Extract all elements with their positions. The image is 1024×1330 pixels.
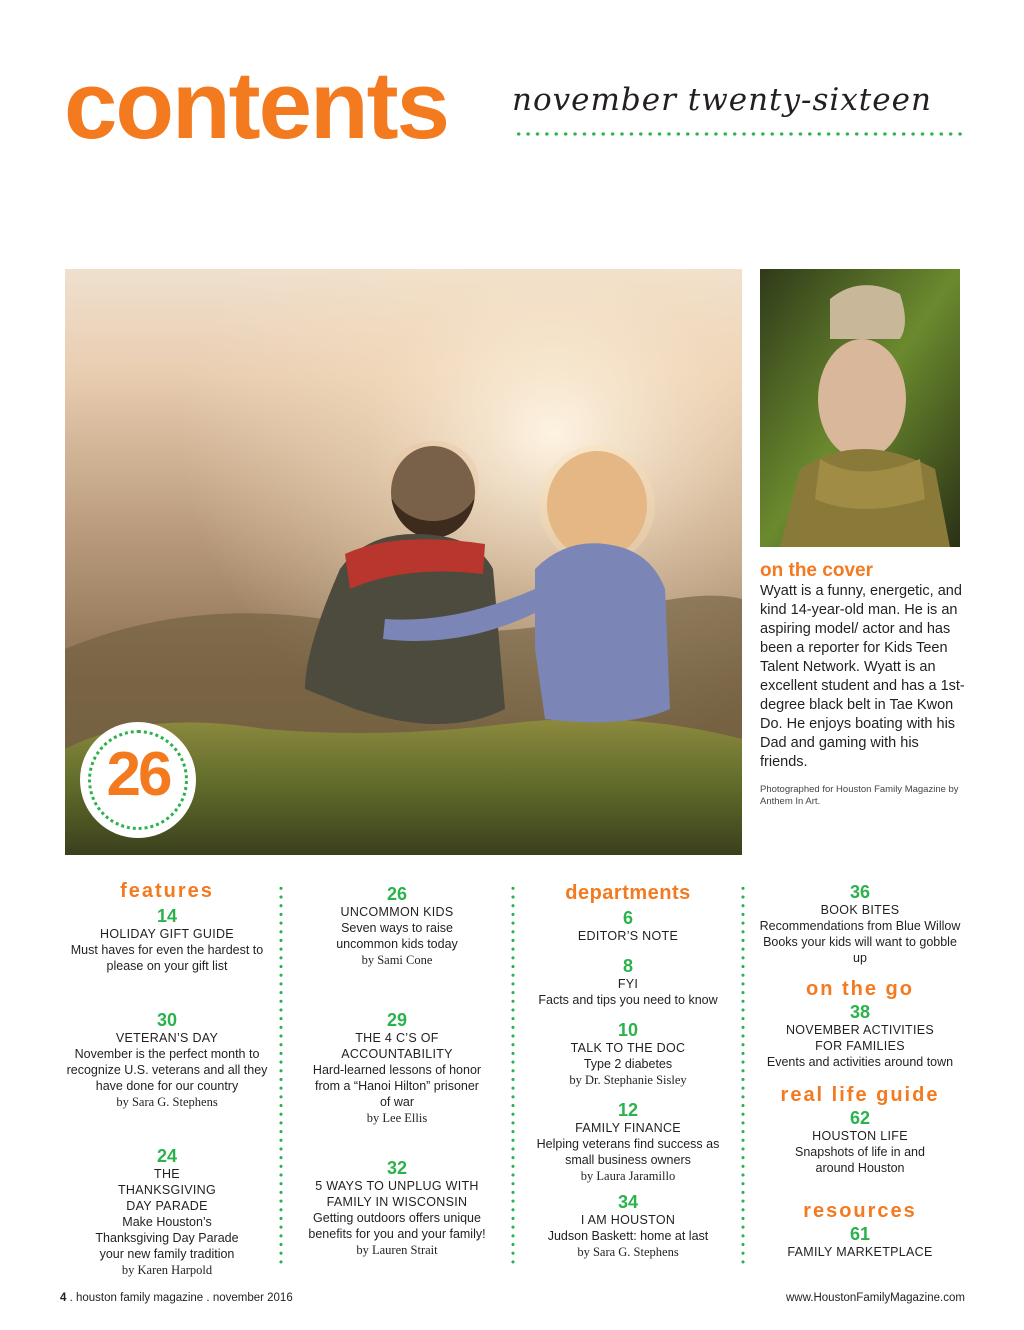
entry-page: 8 <box>622 956 633 976</box>
entry-title: 5 WAYS TO UNPLUG WITH FAMILY IN WISCONSIN <box>315 1179 479 1209</box>
column-divider <box>511 884 515 1268</box>
footer-url[interactable]: www.HoustonFamilyMagazine.com <box>786 1292 965 1304</box>
cover-description: Wyatt is a funny, energetic, and kind 14-year-old man. He is an aspiring model/ actor and has been a reporter for Kids Teen Talent Network. Wyatt is an excellent student and has a 1st-degree black belt in Tae Kwon Do. He enjoys boating with his Dad and gaming with his friends. <box>760 583 965 770</box>
entry-desc: Hard-learned lessons of honor from a “Hanoi Hilton” prisoner of war <box>312 1063 482 1109</box>
section-heading-real-life-guide: real life guide <box>780 1084 940 1106</box>
entry-title: THE THANKSGIVING DAY PARADE <box>117 1167 217 1213</box>
entry-page: 34 <box>617 1192 639 1212</box>
entry-desc: Helping veterans find success as small business owners <box>536 1137 720 1167</box>
entry-title: FYI <box>617 977 639 991</box>
entry-title: UNCOMMON KIDS <box>340 905 454 919</box>
footer-folio: 4 . houston family magazine . november 2016 <box>60 1292 293 1304</box>
entry-byline: by Sara G. Stephens <box>577 1245 679 1259</box>
toc-entry[interactable] <box>528 1100 728 1184</box>
entry-desc: Snapshots of life in and around Houston <box>795 1145 925 1175</box>
column-divider <box>741 884 745 1268</box>
toc-entry[interactable] <box>528 908 728 944</box>
entry-title: THE 4 C’S OF ACCOUNTABILITY <box>341 1031 453 1061</box>
entry-page: 12 <box>617 1100 639 1120</box>
entry-desc: Getting outdoors offers unique benefits for you and your family! <box>308 1211 486 1241</box>
section-heading-resources: resources <box>803 1200 917 1222</box>
toc-entry[interactable] <box>759 882 961 966</box>
entry-page: 6 <box>622 908 633 928</box>
entry-title: FAMILY MARKETPLACE <box>787 1245 933 1259</box>
entry-page: 32 <box>386 1158 408 1178</box>
entry-desc: Recommendations from Blue Willow Books your kids will want to gobble up <box>759 919 961 965</box>
entry-desc: Facts and tips you need to know <box>538 993 718 1007</box>
entry-title: I AM HOUSTON <box>580 1213 676 1227</box>
entry-title: TALK TO THE DOC <box>570 1041 686 1055</box>
entry-desc: Make Houston’s Thanksgiving Day Parade your new family tradition <box>95 1215 239 1261</box>
toc-entry[interactable] <box>528 956 728 1008</box>
entry-byline: by Lauren Strait <box>356 1243 438 1257</box>
toc-entry[interactable] <box>528 1192 728 1260</box>
footer-issue: november 2016 <box>212 1292 293 1304</box>
entry-desc: November is the perfect month to recognize U.S. veterans and all they have done for our country <box>66 1047 268 1093</box>
entry-desc: Type 2 diabetes <box>583 1057 673 1071</box>
cover-photo-wyatt <box>760 269 960 547</box>
toc-entry[interactable] <box>297 1010 497 1126</box>
toc-entry[interactable] <box>759 1224 961 1260</box>
entry-page: 30 <box>156 1010 178 1030</box>
entry-title: EDITOR’S NOTE <box>577 929 679 943</box>
entry-byline: by Sami Cone <box>361 953 433 967</box>
toc-entry[interactable] <box>297 1158 497 1258</box>
cover-photo-credit: Photographed for Houston Family Magazine by Anthem In Art. <box>760 784 959 807</box>
entry-title: HOLIDAY GIFT GUIDE <box>100 927 234 941</box>
entry-page: 36 <box>849 882 871 902</box>
entry-page: 24 <box>156 1146 178 1166</box>
header-dotted-rule <box>514 131 964 137</box>
badge-page-number: 26 <box>106 740 170 809</box>
footer-magazine: houston family magazine <box>76 1292 204 1304</box>
entry-page: 26 <box>386 884 408 904</box>
entry-byline: by Dr. Stephanie Sisley <box>569 1073 687 1087</box>
section-heading-on-the-go: on the go <box>806 978 914 1000</box>
toc-entry[interactable] <box>759 1002 961 1070</box>
entry-desc: Judson Baskett: home at last <box>547 1229 709 1243</box>
entry-title: FAMILY FINANCE <box>575 1121 681 1135</box>
entry-title: VETERAN’S DAY <box>115 1031 219 1045</box>
entry-title: NOVEMBER ACTIVITIES FOR FAMILIES <box>785 1023 935 1053</box>
toc-entry[interactable] <box>297 884 497 968</box>
entry-desc: Events and activities around town <box>766 1055 954 1069</box>
entry-title: HOUSTON LIFE <box>812 1129 908 1143</box>
toc-entry[interactable] <box>528 1020 728 1088</box>
entry-byline: by Laura Jaramillo <box>580 1169 676 1183</box>
entry-byline: by Lee Ellis <box>366 1111 428 1125</box>
toc-entry[interactable] <box>66 1146 268 1278</box>
entry-desc: Seven ways to raise uncommon kids today <box>336 921 458 951</box>
entry-page: 29 <box>386 1010 408 1030</box>
entry-page: 61 <box>849 1224 871 1244</box>
issue-subtitle: november twenty-sixteen <box>512 82 932 118</box>
page-title: contents <box>64 52 449 159</box>
toc-entry[interactable] <box>66 906 268 974</box>
entry-byline: by Sara G. Stephens <box>116 1095 218 1109</box>
entry-page: 10 <box>617 1020 639 1040</box>
cover-heading: on the cover <box>760 560 873 581</box>
entry-byline: by Karen Harpold <box>121 1263 213 1277</box>
section-heading-departments: departments <box>565 882 691 904</box>
entry-desc: Must haves for even the hardest to please on your gift list <box>70 943 264 973</box>
section-heading-features: features <box>120 880 214 902</box>
entry-page: 38 <box>849 1002 871 1022</box>
column-divider <box>279 884 283 1268</box>
entry-title: BOOK BITES <box>820 903 900 917</box>
toc-entry[interactable] <box>759 1108 961 1176</box>
toc-entry[interactable] <box>66 1010 268 1110</box>
entry-page: 14 <box>156 906 178 926</box>
entry-page: 62 <box>849 1108 871 1128</box>
footer-page-number: 4 <box>60 1292 67 1304</box>
